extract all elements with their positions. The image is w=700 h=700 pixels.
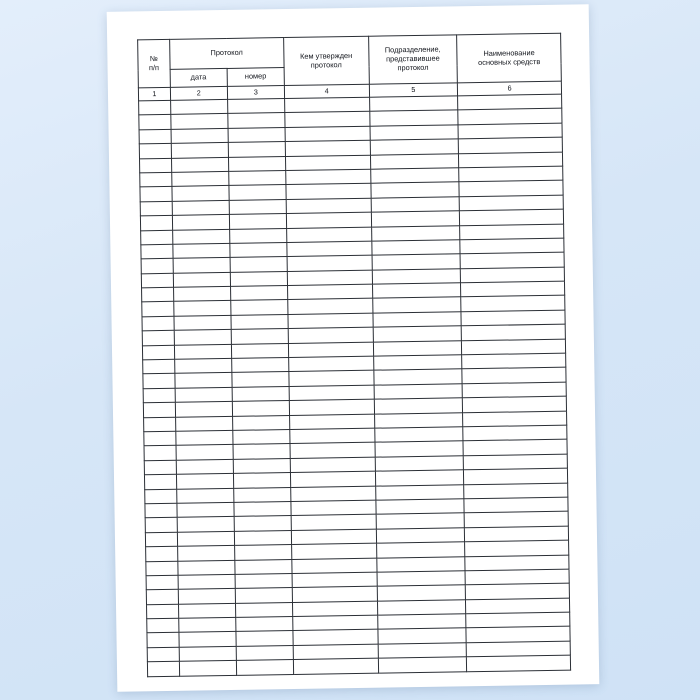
table-cell[interactable] <box>289 356 374 372</box>
table-cell[interactable] <box>370 153 459 169</box>
table-cell[interactable] <box>291 529 376 545</box>
table-cell[interactable] <box>173 286 230 301</box>
table-cell[interactable] <box>175 373 232 388</box>
header-approved-line2: протокол <box>310 59 342 70</box>
table-cell[interactable] <box>292 572 377 588</box>
table-cell[interactable] <box>139 115 171 130</box>
table-cell[interactable] <box>178 560 235 575</box>
table-cell[interactable] <box>287 255 372 271</box>
table-cell[interactable] <box>292 586 377 602</box>
table-cell[interactable] <box>232 401 289 416</box>
table-cell[interactable] <box>290 443 375 459</box>
table-cell[interactable] <box>461 324 565 340</box>
table-cell[interactable] <box>465 526 569 542</box>
table-cell[interactable] <box>229 185 286 200</box>
table-cell[interactable] <box>466 598 570 614</box>
table-cell[interactable] <box>177 502 234 517</box>
table-cell[interactable] <box>139 100 171 115</box>
header-asset-line2: основных средств <box>478 56 541 67</box>
header-approved-line1: Кем утвержден <box>299 50 353 61</box>
table-cell[interactable] <box>465 569 569 585</box>
table-cell[interactable] <box>370 182 459 198</box>
table-cell[interactable] <box>234 516 291 531</box>
table-cell[interactable] <box>290 457 375 473</box>
table-cell[interactable] <box>147 647 179 662</box>
table-cell[interactable] <box>145 503 177 518</box>
table-cell[interactable] <box>232 372 289 387</box>
table-cell[interactable] <box>290 471 375 487</box>
table-cell[interactable] <box>233 444 290 459</box>
column-number-cell: 5 <box>369 83 458 97</box>
table-cell[interactable] <box>174 344 231 359</box>
table-cell[interactable] <box>369 96 458 112</box>
table-cell[interactable] <box>230 271 287 286</box>
table-cell[interactable] <box>289 414 374 430</box>
table-cell[interactable] <box>466 612 570 628</box>
table-cell[interactable] <box>234 501 291 516</box>
table-cell[interactable] <box>465 540 569 556</box>
table-cell[interactable] <box>143 403 175 418</box>
table-cell[interactable] <box>461 296 565 312</box>
table-cell[interactable] <box>459 152 563 168</box>
table-cell[interactable] <box>233 458 290 473</box>
table-cell[interactable] <box>171 143 228 158</box>
table-cell[interactable] <box>142 302 174 317</box>
table-cell[interactable] <box>228 156 285 171</box>
table-cell[interactable] <box>142 345 174 360</box>
table-cell[interactable] <box>234 545 291 560</box>
table-cell[interactable] <box>235 573 292 588</box>
table-body <box>138 81 570 676</box>
table-cell[interactable] <box>376 542 465 558</box>
table-cell[interactable] <box>372 312 461 328</box>
table-cell[interactable] <box>140 201 172 216</box>
table-cell[interactable] <box>227 99 284 114</box>
table-cell[interactable] <box>374 384 463 400</box>
table-cell[interactable] <box>377 585 466 601</box>
table-cell[interactable] <box>231 358 288 373</box>
table-cell[interactable] <box>290 428 375 444</box>
table-cell[interactable] <box>373 326 462 342</box>
table-cell[interactable] <box>373 355 462 371</box>
table-cell[interactable] <box>146 561 178 576</box>
table-cell[interactable] <box>146 546 178 561</box>
table-cell[interactable] <box>141 259 173 274</box>
table-cell[interactable] <box>371 197 460 213</box>
table-cell[interactable] <box>228 113 285 128</box>
table-cell[interactable] <box>147 633 179 648</box>
table-cell[interactable] <box>177 517 234 532</box>
table-cell[interactable] <box>460 224 564 240</box>
table-cell[interactable] <box>174 330 231 345</box>
table-cell[interactable] <box>145 518 177 533</box>
table-cell[interactable] <box>141 230 173 245</box>
table-cell[interactable] <box>141 273 173 288</box>
table-cell[interactable] <box>232 386 289 401</box>
table-cell[interactable] <box>460 238 564 254</box>
table-cell[interactable] <box>141 244 173 259</box>
table-cell[interactable] <box>375 456 464 472</box>
table-cell[interactable] <box>376 527 465 543</box>
table-cell[interactable] <box>173 272 230 287</box>
table-cell[interactable] <box>172 186 229 201</box>
document-sheet <box>107 4 600 691</box>
table-cell[interactable] <box>376 513 465 529</box>
table-header <box>138 33 562 88</box>
table-cell[interactable] <box>464 454 568 470</box>
column-number-cell: 2 <box>170 86 227 100</box>
table-cell[interactable] <box>375 499 464 515</box>
table-cell[interactable] <box>287 227 372 243</box>
table-cell[interactable] <box>144 446 176 461</box>
table-cell[interactable] <box>236 645 293 660</box>
column-number-cell: 1 <box>138 87 170 100</box>
table-cell[interactable] <box>369 110 458 126</box>
table-cell[interactable] <box>458 94 562 110</box>
table-cell[interactable] <box>378 643 467 659</box>
table-cell[interactable] <box>374 412 463 428</box>
table-cell[interactable] <box>373 340 462 356</box>
column-number-cell: 4 <box>284 84 369 98</box>
table-cell[interactable] <box>173 243 230 258</box>
column-number-cell: 3 <box>227 86 284 100</box>
table-cell[interactable] <box>147 662 179 677</box>
table-cell[interactable] <box>466 583 570 599</box>
table-cell[interactable] <box>374 441 463 457</box>
table-cell[interactable] <box>229 228 286 243</box>
table-cell[interactable] <box>146 575 178 590</box>
table-cell[interactable] <box>139 158 171 173</box>
table-cell[interactable] <box>231 314 288 329</box>
table-cell[interactable] <box>377 571 466 587</box>
table-cell[interactable] <box>143 359 175 374</box>
table-cell[interactable] <box>293 658 378 674</box>
table-cell[interactable] <box>377 628 466 644</box>
header-cell-protocol-date: дата <box>170 68 227 87</box>
table-cell[interactable] <box>291 500 376 516</box>
table-cell[interactable] <box>175 416 232 431</box>
table-cell[interactable] <box>287 284 372 300</box>
table-cell[interactable] <box>140 215 172 230</box>
table-cell[interactable] <box>231 300 288 315</box>
table-cell[interactable] <box>147 604 179 619</box>
table-cell[interactable] <box>371 240 460 256</box>
table-cell[interactable] <box>371 211 460 227</box>
table-cell[interactable] <box>370 125 459 141</box>
table-cell[interactable] <box>235 602 292 617</box>
table-cell[interactable] <box>178 574 235 589</box>
table-cell[interactable] <box>179 632 236 647</box>
table-cell[interactable] <box>178 617 235 632</box>
table-cell[interactable] <box>460 252 564 268</box>
table-cell[interactable] <box>375 484 464 500</box>
table-cell[interactable] <box>143 388 175 403</box>
table-cell[interactable] <box>173 301 230 316</box>
table-cell[interactable] <box>176 488 233 503</box>
table-cell[interactable] <box>372 254 461 270</box>
table-cell[interactable] <box>467 655 571 671</box>
table-cell[interactable] <box>459 137 563 153</box>
table-cell[interactable] <box>172 200 229 215</box>
table-cell[interactable] <box>464 468 568 484</box>
table-cell[interactable] <box>285 140 370 156</box>
table-cell[interactable] <box>458 109 562 125</box>
table-cell[interactable] <box>293 644 378 660</box>
table-cell[interactable] <box>230 257 287 272</box>
table-cell[interactable] <box>459 166 563 182</box>
table-cell[interactable] <box>174 315 231 330</box>
table-cell[interactable] <box>462 382 566 398</box>
header-number-line2: п/п <box>148 62 160 72</box>
table-cell[interactable] <box>464 483 568 499</box>
table-cell[interactable] <box>289 385 374 401</box>
table-cell[interactable] <box>173 258 230 273</box>
table-cell[interactable] <box>176 430 233 445</box>
table-cell[interactable] <box>287 241 372 257</box>
table-cell[interactable] <box>377 599 466 615</box>
table-cell[interactable] <box>140 172 172 187</box>
table-cell[interactable] <box>233 429 290 444</box>
table-cell[interactable] <box>172 215 229 230</box>
table-cell[interactable] <box>171 157 228 172</box>
table-cell[interactable] <box>370 168 459 184</box>
table-cell[interactable] <box>144 460 176 475</box>
header-cell-number <box>138 39 170 87</box>
table-cell[interactable] <box>236 631 293 646</box>
table-cell[interactable] <box>236 617 293 632</box>
table-cell[interactable] <box>140 187 172 202</box>
table-cell[interactable] <box>377 614 466 630</box>
table-cell[interactable] <box>461 310 565 326</box>
table-cell[interactable] <box>465 555 569 571</box>
table-cell[interactable] <box>229 170 286 185</box>
table-cell[interactable] <box>464 497 568 513</box>
table-cell[interactable] <box>170 99 227 114</box>
table-cell[interactable] <box>230 286 287 301</box>
table-cell[interactable] <box>144 474 176 489</box>
table-cell[interactable] <box>231 343 288 358</box>
table-cell[interactable] <box>461 267 565 283</box>
header-number-line1: № <box>149 53 158 63</box>
table-cell[interactable] <box>285 126 370 142</box>
table-cell[interactable] <box>139 129 171 144</box>
table-cell[interactable] <box>459 181 563 197</box>
table-cell[interactable] <box>236 660 293 675</box>
table-cell[interactable] <box>288 342 373 358</box>
table-cell[interactable] <box>463 396 567 412</box>
table-cell[interactable] <box>378 657 467 673</box>
table-cell[interactable] <box>234 530 291 545</box>
table-cell[interactable] <box>374 398 463 414</box>
table-cell[interactable] <box>177 531 234 546</box>
table-cell[interactable] <box>376 556 465 572</box>
table-cell[interactable] <box>176 474 233 489</box>
table-cell[interactable] <box>235 559 292 574</box>
table-cell[interactable] <box>462 368 566 384</box>
header-row-main <box>138 33 561 70</box>
table-cell[interactable] <box>233 487 290 502</box>
table-cell[interactable] <box>171 114 228 129</box>
table-cell[interactable] <box>461 281 565 297</box>
table-cell[interactable] <box>228 142 285 157</box>
table-cell[interactable] <box>374 427 463 443</box>
table-cell[interactable] <box>178 589 235 604</box>
table-cell[interactable] <box>372 297 461 313</box>
table-cell[interactable] <box>288 299 373 315</box>
header-cell-asset-name <box>457 33 561 83</box>
table-cell[interactable] <box>288 327 373 343</box>
table-cell[interactable] <box>373 369 462 385</box>
header-department-line2: представившее <box>385 53 440 64</box>
table-cell[interactable] <box>463 440 567 456</box>
table-cell[interactable] <box>462 339 566 355</box>
table-cell[interactable] <box>145 489 177 504</box>
table-cell[interactable] <box>143 374 175 389</box>
table-cell[interactable] <box>462 353 566 369</box>
table-container <box>137 33 571 677</box>
table-cell[interactable] <box>179 661 236 676</box>
table-cell[interactable] <box>230 242 287 257</box>
table-cell[interactable] <box>291 514 376 530</box>
table-cell[interactable] <box>147 618 179 633</box>
table-cell[interactable] <box>289 399 374 415</box>
table-cell[interactable] <box>179 646 236 661</box>
table-cell[interactable] <box>284 97 369 113</box>
table-cell[interactable] <box>175 402 232 417</box>
table-cell[interactable] <box>291 486 376 502</box>
header-department-line1: Подразделение, <box>384 44 441 55</box>
table-cell[interactable] <box>235 588 292 603</box>
table-cell[interactable] <box>466 641 570 657</box>
table-cell[interactable] <box>293 615 378 631</box>
table-cell[interactable] <box>372 283 461 299</box>
table-cell[interactable] <box>288 313 373 329</box>
header-cell-approved-by <box>284 36 369 85</box>
table-cell[interactable] <box>287 270 372 286</box>
table-cell[interactable] <box>171 171 228 186</box>
table-cell[interactable] <box>464 511 568 527</box>
table-cell[interactable] <box>289 371 374 387</box>
table-cell[interactable] <box>233 473 290 488</box>
table-cell[interactable] <box>142 287 174 302</box>
table-cell[interactable] <box>171 128 228 143</box>
table-cell[interactable] <box>370 139 459 155</box>
table-cell[interactable] <box>286 184 371 200</box>
table-cell[interactable] <box>229 199 286 214</box>
header-cell-protocol-group: Протокол <box>169 38 284 70</box>
column-number-cell: 6 <box>458 81 562 96</box>
table-cell[interactable] <box>371 225 460 241</box>
table-cell[interactable] <box>142 331 174 346</box>
table-cell[interactable] <box>286 198 371 214</box>
table-cell[interactable] <box>286 169 371 185</box>
table-cell[interactable] <box>460 209 564 225</box>
table-cell[interactable] <box>176 459 233 474</box>
table-cell[interactable] <box>293 630 378 646</box>
table-cell[interactable] <box>146 590 178 605</box>
table-cell[interactable] <box>228 127 285 142</box>
registration-table <box>137 33 571 677</box>
table-cell[interactable] <box>292 601 377 617</box>
table-cell[interactable] <box>145 532 177 547</box>
table-cell[interactable] <box>144 417 176 432</box>
header-cell-department <box>368 35 458 84</box>
table-cell[interactable] <box>463 425 567 441</box>
table-cell[interactable] <box>466 627 570 643</box>
table-cell[interactable] <box>142 316 174 331</box>
table-cell[interactable] <box>286 212 371 228</box>
table-cell[interactable] <box>232 415 289 430</box>
table-cell[interactable] <box>174 358 231 373</box>
table-cell[interactable] <box>231 329 288 344</box>
table-cell[interactable] <box>463 411 567 427</box>
table-cell[interactable] <box>178 603 235 618</box>
table-cell[interactable] <box>229 214 286 229</box>
header-department-line3: протокол <box>397 62 429 73</box>
table-cell[interactable] <box>285 112 370 128</box>
table-cell[interactable] <box>175 387 232 402</box>
table-cell[interactable] <box>177 545 234 560</box>
table-cell[interactable] <box>144 431 176 446</box>
header-cell-protocol-number: номер <box>227 68 284 87</box>
table-cell[interactable] <box>285 155 370 171</box>
header-asset-line1: Наименование <box>483 47 535 58</box>
table-cell[interactable] <box>292 558 377 574</box>
table-cell[interactable] <box>375 470 464 486</box>
table-cell[interactable] <box>172 229 229 244</box>
table-cell[interactable] <box>372 268 461 284</box>
table-cell[interactable] <box>176 445 233 460</box>
table-cell[interactable] <box>458 123 562 139</box>
table-cell[interactable] <box>139 144 171 159</box>
table-cell[interactable] <box>459 195 563 211</box>
table-cell[interactable] <box>291 543 376 559</box>
